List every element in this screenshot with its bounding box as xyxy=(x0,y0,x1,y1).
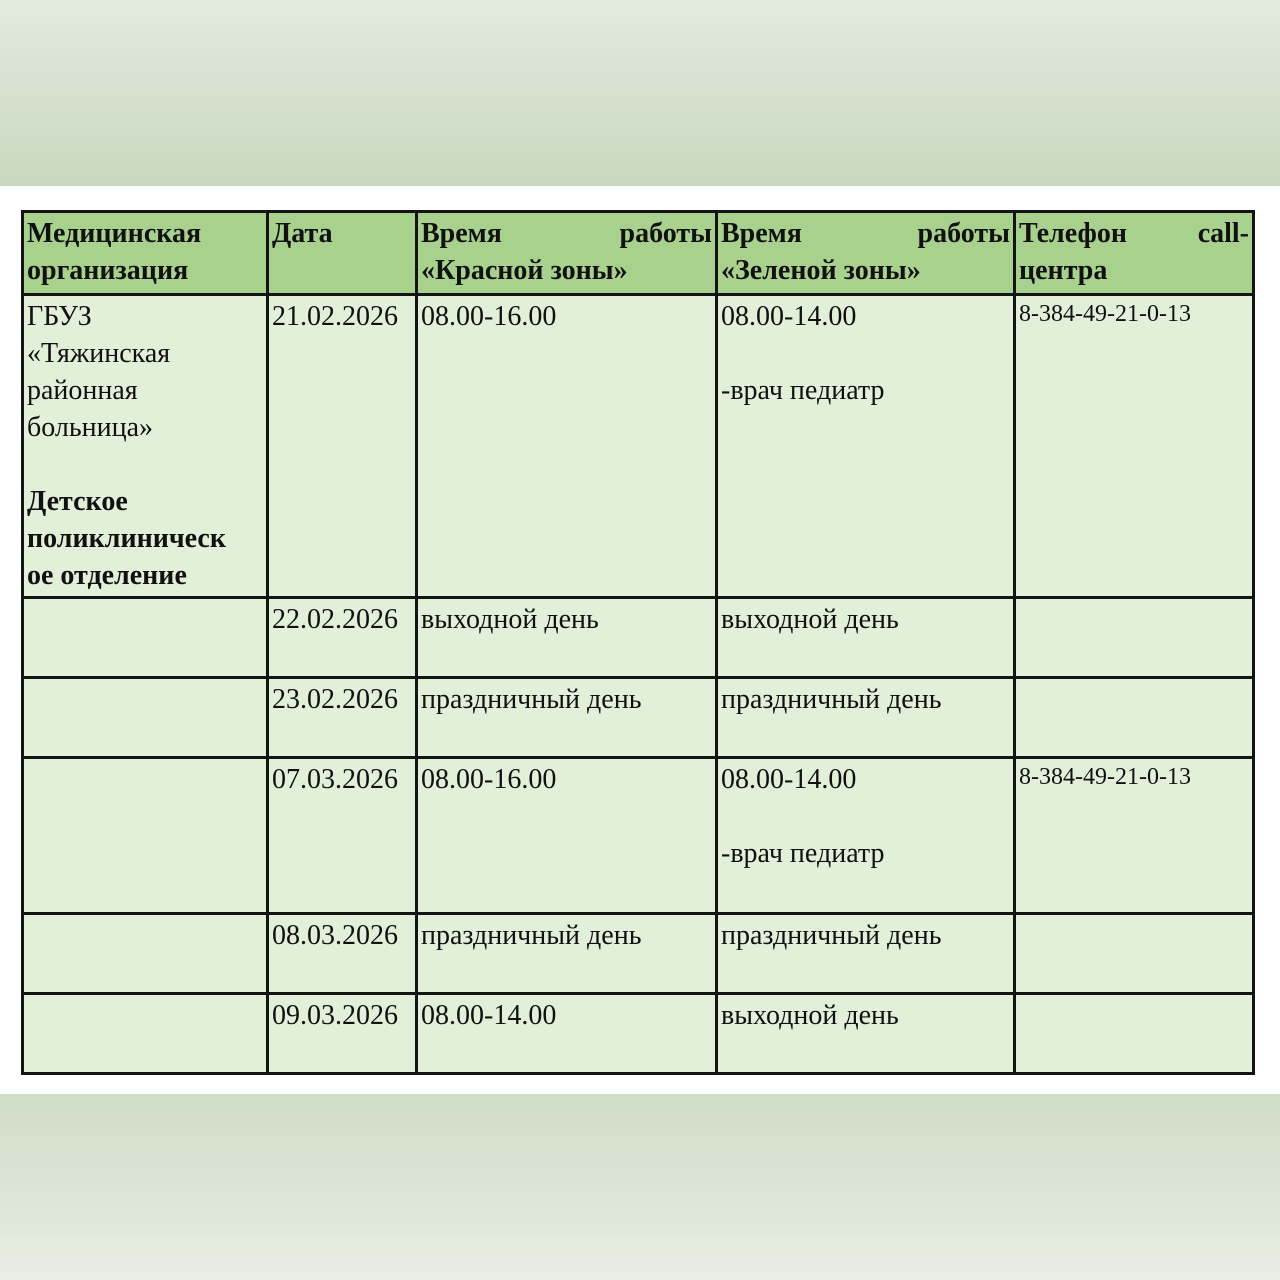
date-cell: 08.03.2026 xyxy=(268,914,417,994)
org-cell xyxy=(23,994,268,1074)
green-zone-cell: выходной день xyxy=(717,994,1015,1074)
date-cell: 23.02.2026 xyxy=(268,678,417,758)
date-cell: 22.02.2026 xyxy=(268,598,417,678)
red-zone-cell: праздничный день xyxy=(417,914,717,994)
org-cell xyxy=(23,914,268,994)
red-zone-cell: 08.00-16.00 xyxy=(417,758,717,914)
header-red-zone: Время работы «Красной зоны» xyxy=(417,212,717,295)
org-cell xyxy=(23,598,268,678)
phone-cell: 8-384-49-21-0-13 xyxy=(1015,295,1254,598)
org-cell: ГБУЗ «Тяжинская районная больница» Детское поликлиническ ое отделение xyxy=(23,295,268,598)
red-zone-cell: 08.00-14.00 xyxy=(417,994,717,1074)
table-row xyxy=(23,914,1254,994)
green-zone-cell: праздничный день xyxy=(717,914,1015,994)
red-zone-cell: праздничный день xyxy=(417,678,717,758)
red-zone-cell: 08.00-16.00 xyxy=(417,295,717,598)
date-cell: 09.03.2026 xyxy=(268,994,417,1074)
table-row xyxy=(23,678,1254,758)
table-row xyxy=(23,598,1254,678)
table-row xyxy=(23,994,1254,1074)
header-row xyxy=(23,212,1254,295)
green-zone-cell: 08.00-14.00 -врач педиатр xyxy=(717,295,1015,598)
green-zone-cell: праздничный день xyxy=(717,678,1015,758)
header-org: Медицинская организация xyxy=(23,212,268,295)
schedule-table xyxy=(21,210,1255,1075)
phone-cell xyxy=(1015,598,1254,678)
header-date: Дата xyxy=(268,212,417,295)
green-zone-cell: выходной день xyxy=(717,598,1015,678)
phone-cell: 8-384-49-21-0-13 xyxy=(1015,758,1254,914)
date-cell: 07.03.2026 xyxy=(268,758,417,914)
red-zone-cell: выходной день xyxy=(417,598,717,678)
bottom-background-band xyxy=(0,1094,1280,1280)
top-background-band xyxy=(0,0,1280,186)
table-row xyxy=(23,295,1254,598)
org-cell xyxy=(23,678,268,758)
phone-cell xyxy=(1015,914,1254,994)
green-zone-cell: 08.00-14.00 -врач педиатр xyxy=(717,758,1015,914)
header-phone: Телефон call- центра xyxy=(1015,212,1254,295)
phone-cell xyxy=(1015,678,1254,758)
date-cell: 21.02.2026 xyxy=(268,295,417,598)
table-row xyxy=(23,758,1254,914)
phone-cell xyxy=(1015,994,1254,1074)
org-cell xyxy=(23,758,268,914)
header-green-zone: Время работы «Зеленой зоны» xyxy=(717,212,1015,295)
